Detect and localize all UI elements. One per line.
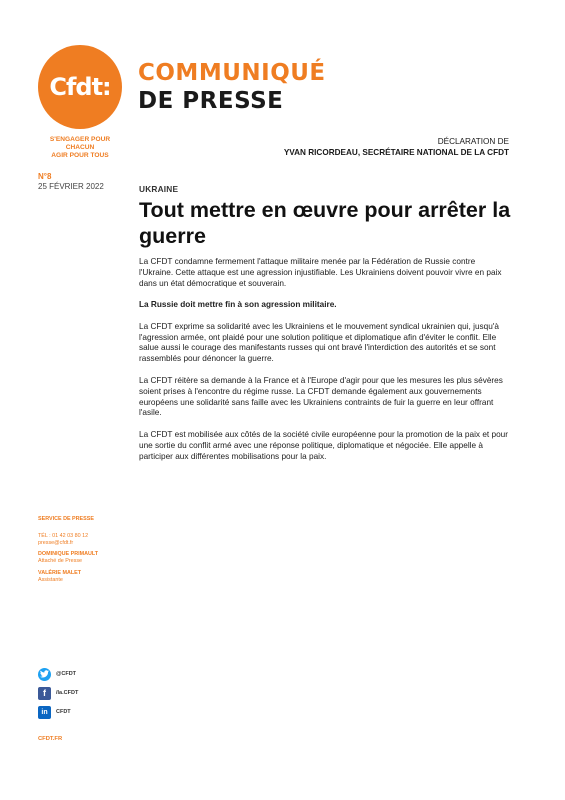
article-body	[139, 257, 509, 473]
contact-role: Attaché de Presse	[38, 558, 83, 565]
linkedin-icon: in	[38, 706, 51, 719]
paragraph: La CFDT condamne fermement l'attaque militaire menée par la Fédération de Russie contre l'Ukraine. Cette attaque est une agression injustifiable. Les Ukrainiens doivent pouvoir vivre en paix dans un état démocratique et souverain.	[139, 257, 502, 288]
contact-phone-block	[38, 533, 128, 547]
website-link[interactable]: CFDT.FR	[38, 736, 63, 742]
paragraph: La CFDT réitère sa demande à la France et à l'Europe d'agir pour que les mesures les plus sévères soient prises à l'encontre du régime russe. La CFDT demande également aux gouvernements européens une solidarité sans faille avec les Ukrainiens contraints de fuir la guerre en leur offrant l'asile.	[139, 375, 503, 418]
contact-person-2	[38, 570, 128, 584]
release-number: N°8	[38, 172, 52, 181]
header-de-presse: DE PRESSE	[138, 88, 284, 114]
paragraph: La CFDT exprime sa solidarité avec les Ukrainiens et le mouvement syndical ukrainien qui, jusqu'à l'agression armée, ont plaidé pour une solution politique et diplomatique afin d'éviter le conflit. Elle salue aussi le courage des manifestants russes qui ont bravé l'interdiction des autorités et se sont rassemblés pour dénoncer la guerre.	[139, 321, 500, 364]
facebook-handle: /la.CFDT	[56, 690, 79, 696]
contact-email[interactable]: presse@cfdt.fr	[38, 539, 74, 546]
contact-name: VALÉRIE MALET	[38, 569, 82, 576]
twitter-icon	[38, 668, 51, 681]
contacts-heading: SERVICE DE PRESSE	[38, 516, 94, 522]
twitter-handle: @CFDT	[56, 671, 77, 677]
article-section: UKRAINE	[139, 184, 179, 194]
release-date: 25 FÉVRIER 2022	[38, 182, 104, 191]
linkedin-handle: CFDT	[56, 709, 71, 715]
declaration-line-1: DÉCLARATION DE	[437, 137, 509, 146]
declaration-author: YVAN RICORDEAU, SECRÉTAIRE NATIONAL DE LA CFDT	[283, 148, 509, 157]
tagline-line-2: AGIR POUR TOUS	[51, 152, 109, 159]
paragraph-bold: La Russie doit mettre fin à son agression militaire.	[139, 300, 337, 310]
tagline-line-1: S'ENGAGER POUR CHACUN	[49, 136, 111, 151]
contact-name: DOMINIQUE PRIMAULT	[38, 551, 99, 558]
contact-person-1	[38, 551, 128, 565]
declaration-block	[284, 136, 509, 158]
contact-role: Assistante	[38, 576, 63, 583]
header-communique: COMMUNIQUÉ	[138, 60, 326, 86]
cfdt-logo	[38, 45, 122, 129]
press-contacts	[38, 516, 128, 589]
paragraph: La CFDT est mobilisée aux côtés de la société civile européenne pour la promotion de la paix et pour une sortie du conflit armé avec une réponse politique, diplomatique et négociée. Elle appelle à participer aux différentes mobilisations pour la paix.	[139, 429, 509, 461]
social-facebook[interactable]	[38, 686, 78, 700]
logo-tagline	[38, 136, 122, 160]
social-linkedin[interactable]	[38, 705, 78, 719]
facebook-icon: f	[38, 687, 51, 700]
logo-text: Cfdt:	[49, 73, 111, 101]
article-title: Tout mettre en œuvre pour arrêter la guerre	[139, 198, 511, 248]
social-twitter[interactable]	[38, 667, 78, 681]
social-links	[38, 667, 78, 724]
contact-phone: TÉL : 01 42 03 80 12	[38, 532, 89, 539]
